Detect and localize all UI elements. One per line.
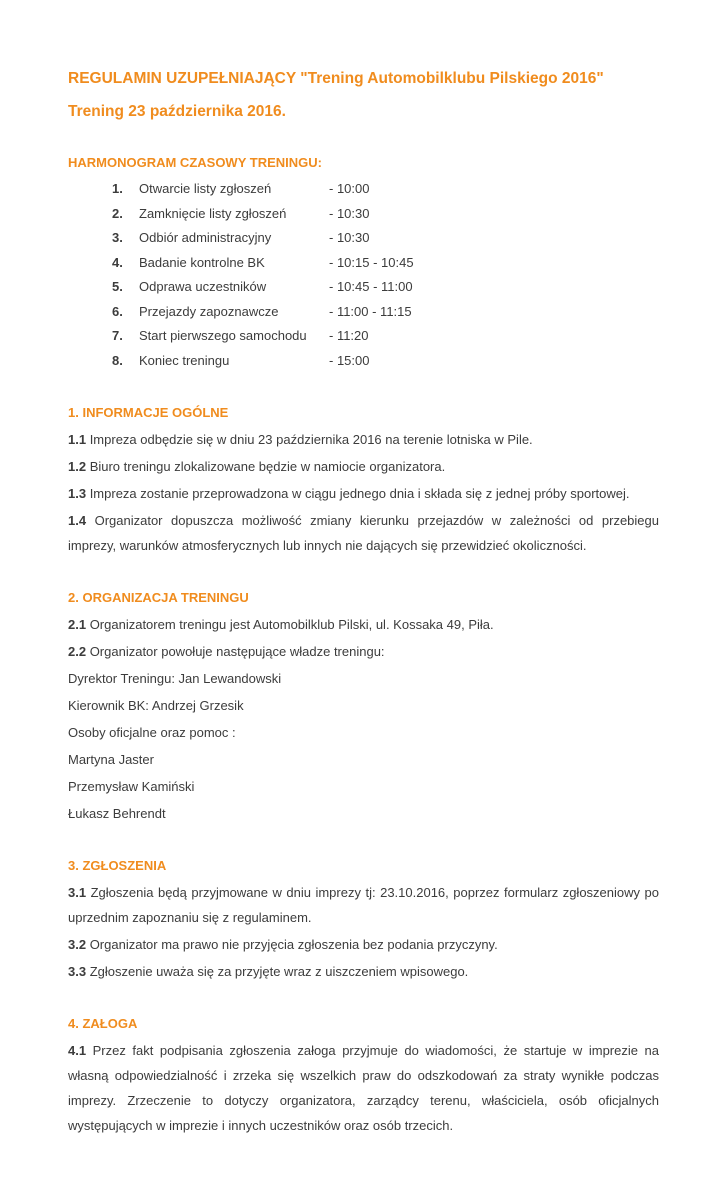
paragraph xyxy=(68,747,659,772)
schedule-row xyxy=(68,251,659,276)
section-heading: 1. INFORMACJE OGÓLNE xyxy=(68,405,229,420)
schedule-label: Start pierwszego samochodu xyxy=(139,328,307,343)
schedule-row xyxy=(68,275,659,300)
section-zaloga xyxy=(68,1011,659,1138)
schedule-time: - 10:45 - 11:00 xyxy=(329,279,413,294)
section-informacje-ogolne xyxy=(68,400,659,558)
paragraph xyxy=(68,880,659,930)
paragraph-number: 2.2 xyxy=(68,644,87,659)
schedule-number: 7. xyxy=(112,328,123,343)
paragraph-text: Organizator ma prawo nie przyjęcia zgłoszenia bez podania przyczyny. xyxy=(86,937,498,952)
schedule-row xyxy=(68,226,659,251)
schedule-label: Koniec treningu xyxy=(139,352,230,368)
paragraph-number: 1.1 xyxy=(68,432,87,447)
schedule-label: Przejazdy zapoznawcze xyxy=(139,303,279,319)
paragraph xyxy=(68,932,659,957)
schedule-number: 6. xyxy=(112,303,123,319)
paragraph-text: Biuro treningu zlokalizowane będzie w namiocie organizatora. xyxy=(86,459,446,474)
document-title xyxy=(68,62,659,128)
paragraph-text: Martyna Jaster xyxy=(68,752,154,767)
paragraph xyxy=(68,639,659,664)
paragraph-text: Organizator powołuje następujące władze treningu: xyxy=(86,644,385,659)
schedule-list xyxy=(68,177,659,373)
paragraph-text: Przemysław Kamiński xyxy=(68,779,195,794)
section-heading: 2. ORGANIZACJA TRENINGU xyxy=(68,590,249,605)
paragraph xyxy=(68,774,659,799)
document-title-line2: Trening 23 października 2016. xyxy=(68,103,286,120)
paragraph-number: 3.2 xyxy=(68,937,87,952)
schedule-time: - 15:00 xyxy=(329,352,370,368)
schedule-time: - 10:15 - 10:45 xyxy=(329,254,414,270)
paragraph xyxy=(68,481,659,506)
schedule-row xyxy=(68,202,659,227)
section-heading: 4. ZAŁOGA xyxy=(68,1016,138,1031)
schedule-number: 3. xyxy=(112,230,123,245)
paragraph-text: Łukasz Behrendt xyxy=(68,806,166,821)
schedule-label: Otwarcie listy zgłoszeń xyxy=(139,181,272,196)
schedule-label: Odbiór administracyjny xyxy=(139,230,272,245)
paragraph-text: Organizator dopuszcza możliwość zmiany kierunku przejazdów w zależności od przebiegu imprezy, warunków atmosferycznych lub innych nie dających się przewidzieć okoliczności. xyxy=(68,513,659,553)
schedule-row xyxy=(68,349,659,374)
paragraph-number: 1.4 xyxy=(68,513,87,528)
schedule-number: 8. xyxy=(112,352,123,368)
paragraph xyxy=(68,454,659,479)
schedule-label: Odprawa uczestników xyxy=(139,279,267,294)
section-zgloszenia xyxy=(68,853,659,984)
schedule-time: - 10:30 xyxy=(329,205,370,221)
paragraph-text: Zgłoszenia będą przyjmowane w dniu imprezy tj: 23.10.2016, poprzez formularz zgłoszeniowy po uprzednim zapoznaniu się z regulaminem. xyxy=(68,885,659,925)
paragraph-text: Organizatorem treningu jest Automobilklub Pilski, ul. Kossaka 49, Piła. xyxy=(86,617,494,632)
paragraph-number: 3.1 xyxy=(68,885,87,900)
schedule-time: - 10:30 xyxy=(329,230,370,245)
section-heading: 3. ZGŁOSZENIA xyxy=(68,858,167,873)
schedule-time: - 10:00 xyxy=(329,181,370,196)
paragraph-text: Dyrektor Treningu: Jan Lewandowski xyxy=(68,671,282,686)
schedule-row xyxy=(68,300,659,325)
schedule-heading: HARMONOGRAM CZASOWY TRENINGU: xyxy=(68,155,322,170)
paragraph xyxy=(68,959,659,984)
schedule-label: Badanie kontrolne BK xyxy=(139,254,265,270)
schedule-row xyxy=(68,177,659,202)
paragraph-text: Przez fakt podpisania zgłoszenia załoga przyjmuje do wiadomości, że startuje w imprezie na własną odpowiedzialność i zrzeka się wszelkich praw do odszkodowań za straty wynikłe podczas imprezy. Zrzeczenie to dotyczy organizatora, zarządcy terenu, właściciela, osób oficjalnych występujących w imprezie i innych uczestników oraz osób trzecich. xyxy=(68,1043,659,1133)
paragraph-number: 3.3 xyxy=(68,964,87,979)
paragraph xyxy=(68,1038,659,1138)
paragraph xyxy=(68,801,659,826)
paragraph-number: 4.1 xyxy=(68,1043,87,1058)
schedule-time: - 11:00 - 11:15 xyxy=(329,303,412,319)
paragraph xyxy=(68,612,659,637)
schedule-number: 2. xyxy=(112,205,123,221)
schedule-number: 5. xyxy=(112,279,123,294)
paragraph-text: Kierownik BK: Andrzej Grzesik xyxy=(68,698,244,713)
paragraph xyxy=(68,693,659,718)
paragraph-number: 2.1 xyxy=(68,617,87,632)
paragraph-number: 1.3 xyxy=(68,486,87,501)
paragraph-number: 1.2 xyxy=(68,459,87,474)
schedule-time: - 11:20 xyxy=(329,328,369,343)
paragraph-text: Impreza odbędzie się w dniu 23 października 2016 na terenie lotniska w Pile. xyxy=(86,432,533,447)
paragraph-text: Impreza zostanie przeprowadzona w ciągu jednego dnia i składa się z jednej próby sportowej. xyxy=(86,486,630,501)
schedule-number: 1. xyxy=(112,181,123,196)
paragraph-text: Zgłoszenie uważa się za przyjęte wraz z uiszczeniem wpisowego. xyxy=(86,964,469,979)
schedule-row xyxy=(68,324,659,349)
section-organizacja-treningu xyxy=(68,585,659,826)
schedule-label: Zamknięcie listy zgłoszeń xyxy=(139,205,287,221)
paragraph-text: Osoby oficjalne oraz pomoc : xyxy=(68,725,236,740)
paragraph xyxy=(68,427,659,452)
document-title-line1: REGULAMIN UZUPEŁNIAJĄCY "Trening Automobilklubu Pilskiego 2016" xyxy=(68,70,604,87)
paragraph xyxy=(68,508,659,558)
schedule-number: 4. xyxy=(112,254,123,270)
paragraph xyxy=(68,666,659,691)
paragraph xyxy=(68,720,659,745)
